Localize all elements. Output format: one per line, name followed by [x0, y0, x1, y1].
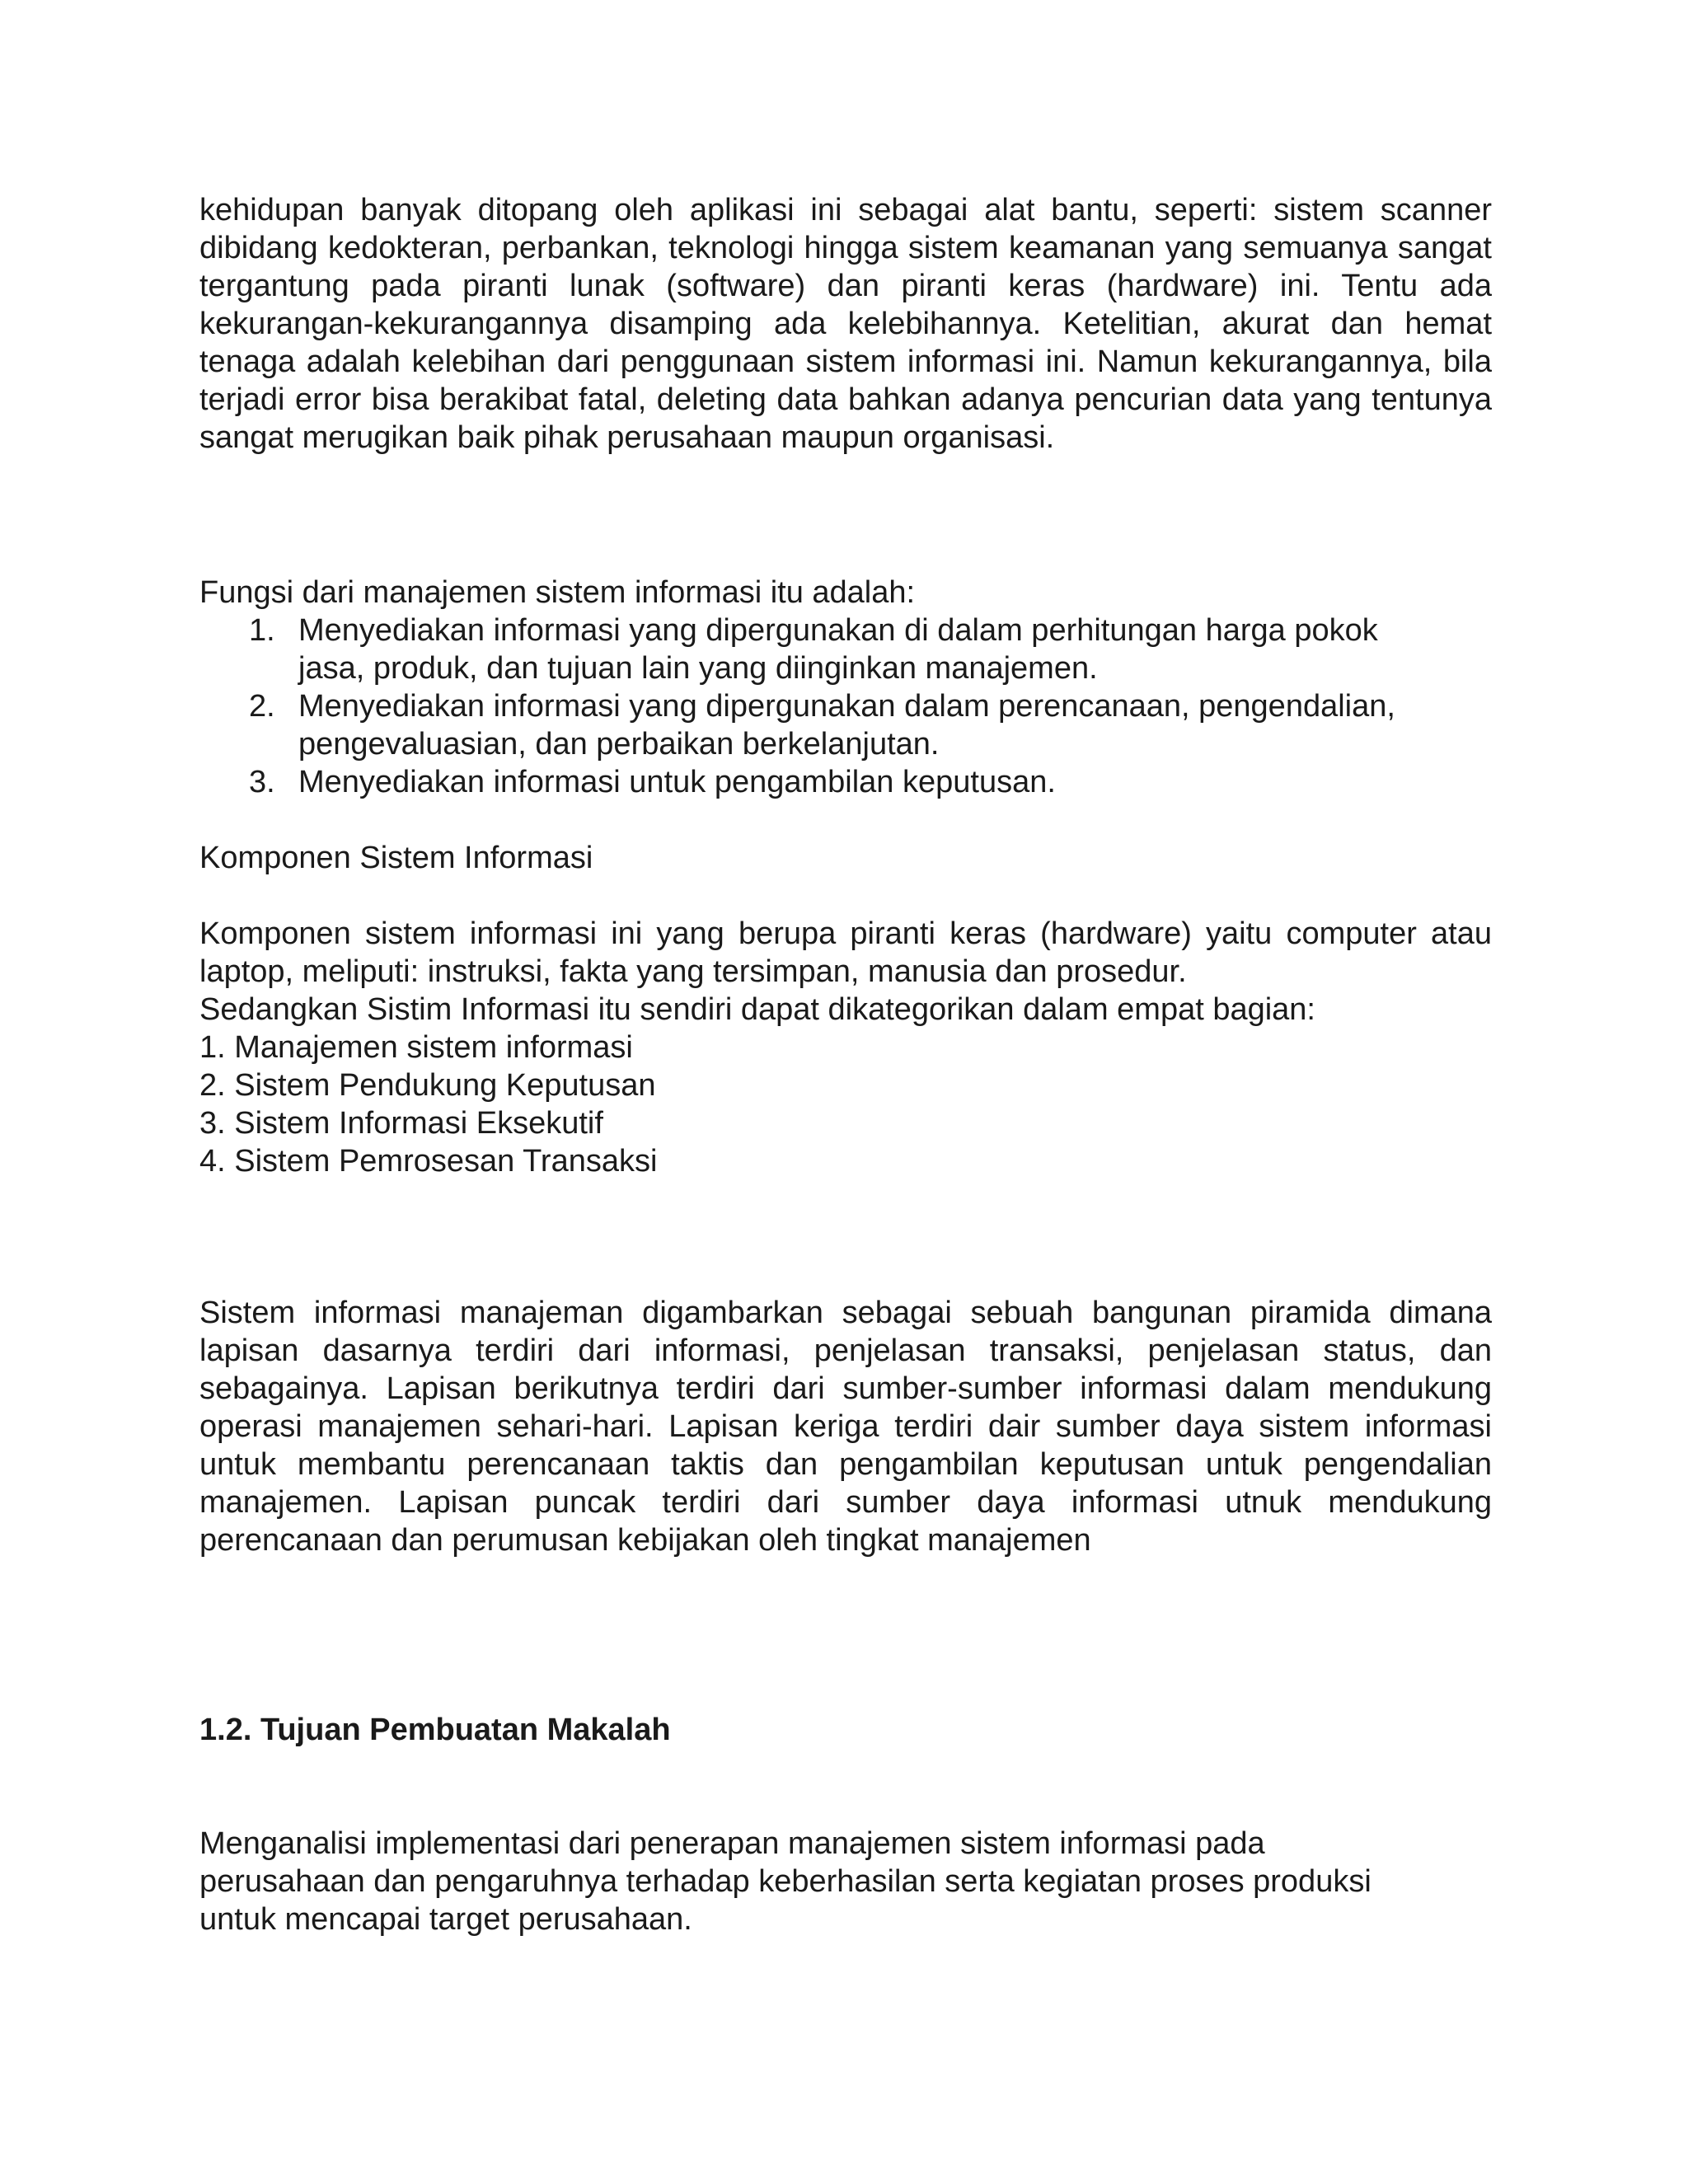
piramida-paragraph: Sistem informasi manajeman digambarkan sebagai sebuah bangunan piramida dimana lapisan dasarnya terdiri dari informasi, penjelasan transaksi, penjelasan status, dan sebagainya. Lapisan berikutnya terdiri dari sumber-sumber informasi dalam mendukung operasi manajemen sehari-hari. Lapisan keriga terdiri dair sumber daya sistem informasi untuk membantu perencanaan taktis dan pengambilan keputusan untuk pengendalian manajemen. Lapisan puncak terdiri dari sumber daya informasi utnuk mendukung perencanaan dan perumusan kebijakan oleh tingkat manajemen: [199, 1296, 1492, 1558]
fungsi-list-item: [199, 612, 1492, 687]
komponen-paragraph: Komponen sistem informasi ini yang berupa piranti keras (hardware) yaitu computer atau laptop, meliputi: instruksi, fakta yang tersimpan, manusia dan prosedur.: [199, 916, 1492, 989]
fungsi-item-line: jasa, produk, dan tujuan lain yang diinginkan manajemen.: [298, 651, 1098, 686]
fungsi-item-line: Menyediakan informasi yang dipergunakan dalam perencanaan, pengendalian,: [298, 689, 1395, 724]
tujuan-line: Menganalisi implementasi dari penerapan manajemen sistem informasi pada: [199, 1826, 1265, 1861]
tujuan-line: untuk mencapai target perusahaan.: [199, 1902, 692, 1937]
fungsi-item-number: 3.: [249, 765, 275, 799]
fungsi-item-line: pengevaluasian, dan perbaikan berkelanjutan.: [298, 727, 940, 762]
komponen-title: Komponen Sistem Informasi: [199, 841, 593, 875]
fungsi-item-number: 1.: [249, 613, 275, 648]
fungsi-list: [199, 612, 1492, 801]
section-heading-tujuan: 1.2. Tujuan Pembuatan Makalah: [199, 1713, 671, 1747]
komponen-kategori-intro: Sedangkan Sistim Informasi itu sendiri dapat dikategorikan dalam empat bagian:: [199, 992, 1315, 1027]
kategori-list-item: 3. Sistem Informasi Eksekutif: [199, 1106, 603, 1141]
kategori-list-item: 4. Sistem Pemrosesan Transaksi: [199, 1144, 658, 1179]
kategori-list-item: 1. Manajemen sistem informasi: [199, 1030, 633, 1065]
kategori-list-item: 2. Sistem Pendukung Keputusan: [199, 1068, 656, 1103]
intro-paragraph: kehidupan banyak ditopang oleh aplikasi ini sebagai alat bantu, seperti: sistem scanner dibidang kedokteran, perbankan, teknologi hingga sistem keamanan yang semuanya sangat tergantung pada piranti lunak (software) dan piranti keras (hardware) ini. Tentu ada kekurangan-kekurangannya disamping ada kelebihannya. Ketelitian, akurat dan hemat tenaga adalah kelebihan dari penggunaan sistem informasi ini. Namun kekurangannya, bila terjadi error bisa berakibat fatal, deleting data bahkan adanya pencurian data yang tentunya sangat merugikan baik pihak perusahaan maupun organisasi.: [199, 193, 1492, 455]
fungsi-item-line: Menyediakan informasi yang dipergunakan di dalam perhitungan harga pokok: [298, 613, 1378, 648]
fungsi-intro: Fungsi dari manajemen sistem informasi itu adalah:: [199, 575, 916, 610]
tujuan-line: perusahaan dan pengaruhnya terhadap keberhasilan serta kegiatan proses produksi: [199, 1864, 1372, 1899]
tujuan-paragraph: [199, 1825, 1492, 1938]
fungsi-list-item: [199, 687, 1492, 763]
fungsi-list-item: [199, 763, 1492, 801]
fungsi-item-number: 2.: [249, 689, 275, 724]
kategori-list: [199, 1029, 1492, 1180]
fungsi-item-line: Menyediakan informasi untuk pengambilan keputusan.: [298, 765, 1056, 799]
